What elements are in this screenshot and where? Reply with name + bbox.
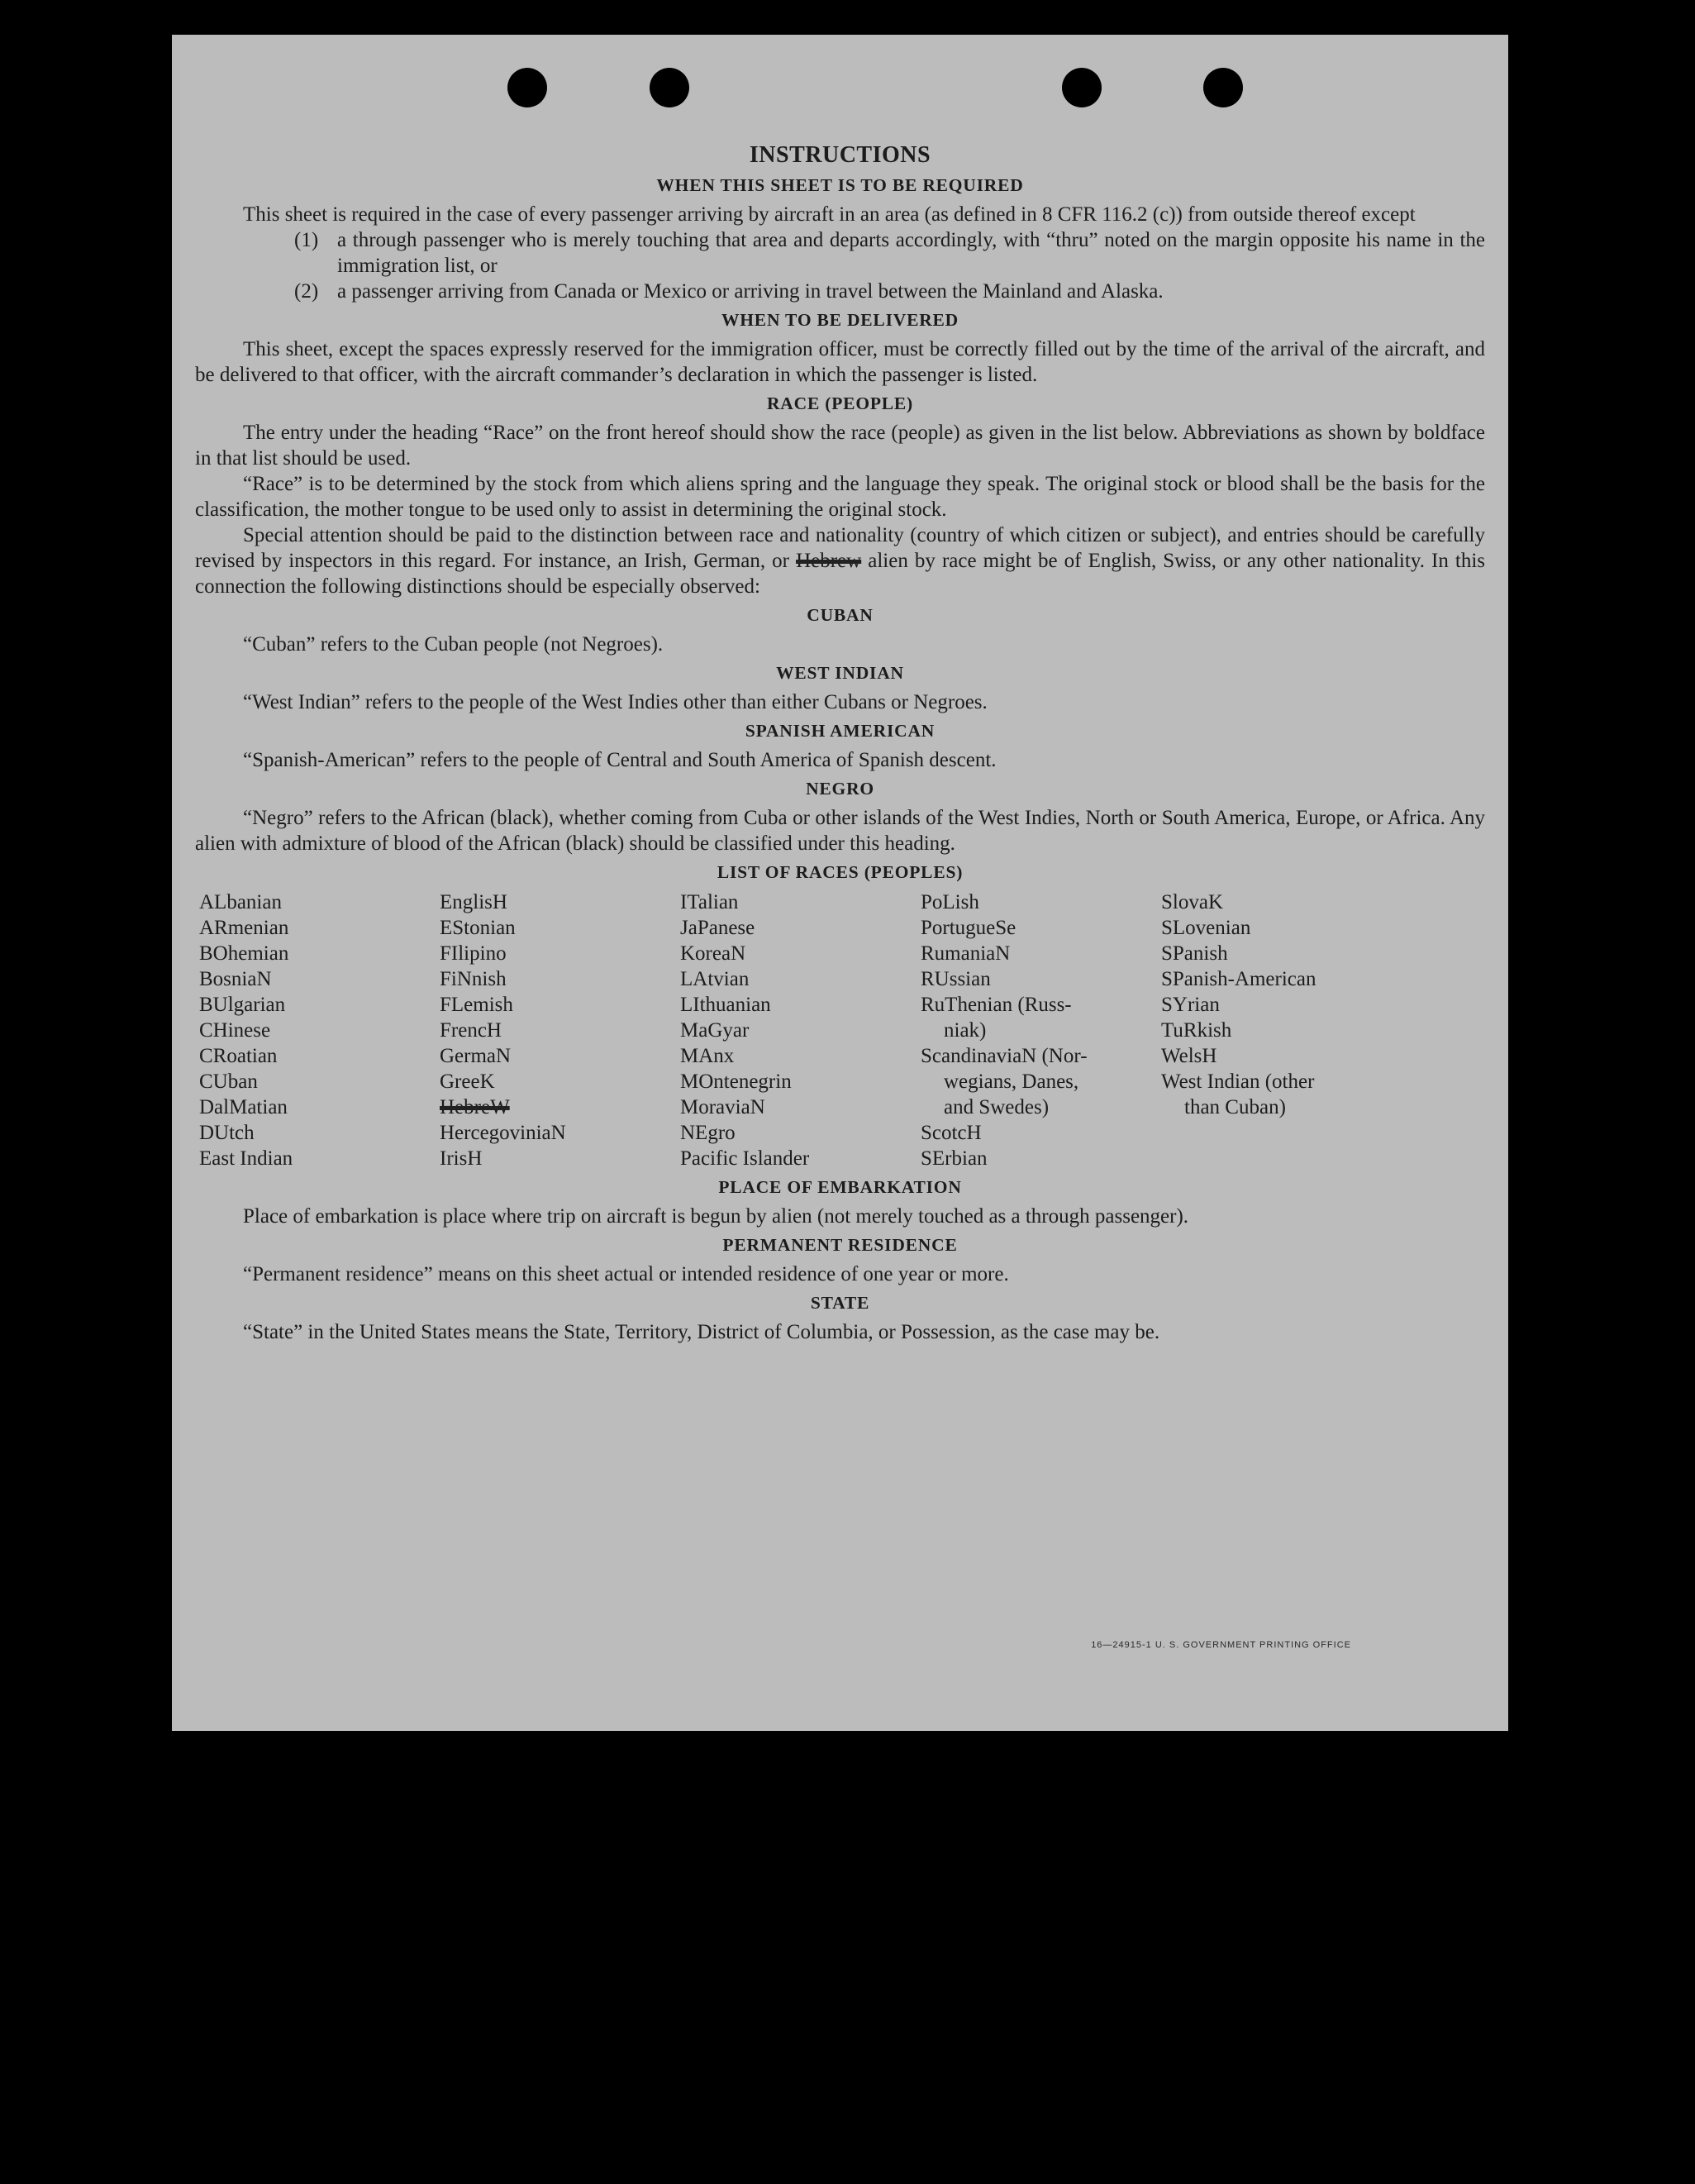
- race-entry: FIlipino: [440, 942, 507, 965]
- race-entry: HercegoviniaN: [440, 1122, 566, 1144]
- race-entry: East Indian: [199, 1147, 293, 1170]
- race-column-2: [440, 889, 680, 1171]
- race-entry: RumaniaN: [921, 942, 1011, 965]
- section-heading-west-indian: WEST INDIAN: [776, 663, 904, 683]
- negro-text: “Negro” refers to the African (black), whether coming from Cuba or other islands of the West Indies, North or South America, Europe, or Africa. Any alien with admixture of blood of the African (black) should be classified under this heading.: [195, 807, 1485, 855]
- exception-item: (2) a passenger arriving from Canada or Mexico or arriving in travel between the Mainland and Alaska.: [294, 280, 1164, 303]
- punch-hole: [1203, 68, 1243, 107]
- page-title: INSTRUCTIONS: [749, 142, 931, 168]
- race-entry: DalMatian: [199, 1096, 288, 1118]
- section-heading-cuban: CUBAN: [807, 605, 874, 625]
- race-entry: MOntenegrin: [680, 1071, 792, 1093]
- race-entry: and Swedes): [944, 1096, 1050, 1118]
- race-entry: BOhemian: [199, 942, 289, 965]
- race-entry: BosniaN: [199, 968, 272, 990]
- race-entry: West Indian (other: [1161, 1071, 1315, 1093]
- race-entry: PortugueSe: [921, 917, 1017, 939]
- race-entry: niak): [944, 1019, 987, 1042]
- race-list: [199, 889, 1485, 1171]
- race-entry: SYrian: [1161, 994, 1220, 1016]
- delivered-text: This sheet, except the spaces expressly reserved for the immigration officer, must be correctly filled out by the time of the arrival of the aircraft, and be delivered to that officer, with the aircraft commander’s declaration in which the passenger is listed.: [195, 338, 1485, 386]
- race-entry: wegians, Danes,: [944, 1071, 1079, 1093]
- race-column-4: [921, 889, 1161, 1171]
- race-entry: FrencH: [440, 1019, 502, 1042]
- race-entry: SlovaK: [1161, 891, 1223, 913]
- race-column-3: [680, 889, 921, 1171]
- section-heading-negro: NEGRO: [806, 779, 874, 799]
- embarkation-text: Place of embarkation is place where trip on aircraft is begun by alien (not merely touched as a through passenger).: [243, 1205, 1189, 1228]
- punch-hole: [507, 68, 547, 107]
- printer-imprint: 16—24915-1 U. S. GOVERNMENT PRINTING OFFICE: [1091, 1640, 1351, 1650]
- exception-item: (1) a through passenger who is merely touching that area and departs accordingly, with “thru” noted on the margin opposite his name in the immigration list, or: [294, 229, 1485, 277]
- race-paragraph-2: “Race” is to be determined by the stock from which aliens spring and the language they speak. The original stock or blood shall be the basis for the classification, the mother tongue to be used only to assist in determining the original stock.: [195, 473, 1485, 521]
- race-entry: MaGyar: [680, 1019, 750, 1042]
- race-entry: SErbian: [921, 1147, 988, 1170]
- race-entry: MAnx: [680, 1045, 735, 1067]
- race-entry: GermaN: [440, 1045, 512, 1067]
- race-entry: CRoatian: [199, 1045, 278, 1067]
- section-heading-embarkation: PLACE OF EMBARKATION: [718, 1177, 962, 1197]
- race-entry: LAtvian: [680, 968, 750, 990]
- race-entry: SLovenian: [1161, 917, 1251, 939]
- race-entry: ALbanian: [199, 891, 282, 913]
- race-entry: ScandinaviaN (Nor-: [921, 1045, 1088, 1067]
- cuban-text: “Cuban” refers to the Cuban people (not Negroes).: [243, 633, 664, 656]
- race-entry: ITalian: [680, 891, 739, 913]
- race-entry: WelsH: [1161, 1045, 1217, 1067]
- spanish-american-text: “Spanish-American” refers to the people of Central and South America of Spanish descent.: [243, 749, 997, 771]
- race-entry: EStonian: [440, 917, 516, 939]
- race-paragraph-3: Special attention should be paid to the distinction between race and nationality (country of which citizen or subject), and entries should be carefully revised by inspectors in this regard. For instance, an Irish, German, or Hebrew alien by race might be of English, Swiss, or any other nationality. In this connection the following distinctions should be especially observed:: [195, 524, 1486, 598]
- race-entry: Pacific Islander: [680, 1147, 810, 1170]
- race-entry: IrisH: [440, 1147, 483, 1170]
- race-entry: ARmenian: [199, 917, 289, 939]
- race-entry: BUlgarian: [199, 994, 286, 1016]
- section-heading-spanish-american: SPANISH AMERICAN: [745, 721, 936, 741]
- race-entry: DUtch: [199, 1122, 255, 1144]
- race-entry: RUssian: [921, 968, 991, 990]
- race-paragraph-1: The entry under the heading “Race” on the front hereof should show the race (people) as given in the list below. Abbreviations as shown by boldface in that list should be used.: [195, 422, 1485, 470]
- section-heading-race: RACE (PEOPLE): [766, 393, 914, 413]
- punch-hole: [650, 68, 689, 107]
- race-entry: GreeK: [440, 1071, 495, 1093]
- race-entry: EnglisH: [440, 891, 507, 913]
- race-column-1: [199, 889, 440, 1171]
- race-column-5: [1161, 889, 1402, 1171]
- required-intro: This sheet is required in the case of every passenger arriving by aircraft in an area (as defined in 8 CFR 116.2 (c)) from outside thereof except: [243, 203, 1416, 226]
- document-sheet: [172, 35, 1508, 1731]
- race-entry: ScotcH: [921, 1122, 982, 1144]
- instructions-body: [195, 142, 1485, 1345]
- section-heading-state: STATE: [810, 1293, 870, 1313]
- section-heading-residence: PERMANENT RESIDENCE: [722, 1235, 958, 1255]
- section-heading-delivered: WHEN TO BE DELIVERED: [721, 310, 959, 330]
- race-entry: than Cuban): [1184, 1096, 1286, 1118]
- race-entry: CUban: [199, 1071, 258, 1093]
- residence-text: “Permanent residence” means on this sheet actual or intended residence of one year or more.: [243, 1263, 1009, 1285]
- race-entry: FiNnish: [440, 968, 507, 990]
- race-entry: PoLish: [921, 891, 979, 913]
- west-indian-text: “West Indian” refers to the people of the West Indies other than either Cubans or Negroes.: [243, 691, 988, 713]
- race-entry: TuRkish: [1161, 1019, 1232, 1042]
- race-entry: SPanish-American: [1161, 968, 1316, 990]
- state-text: “State” in the United States means the State, Territory, District of Columbia, or Possession, as the case may be.: [243, 1321, 1160, 1343]
- section-heading-required: WHEN THIS SHEET IS TO BE REQUIRED: [656, 175, 1024, 195]
- section-heading-race-list: LIST OF RACES (PEOPLES): [717, 862, 964, 882]
- punch-hole: [1062, 68, 1102, 107]
- race-entry-struck: HebreW: [440, 1096, 510, 1118]
- race-entry: LIthuanian: [680, 994, 771, 1016]
- race-entry: MoraviaN: [680, 1096, 765, 1118]
- race-entry: JaPanese: [680, 917, 755, 939]
- race-entry: RuThenian (Russ-: [921, 994, 1072, 1016]
- race-entry: NEgro: [680, 1122, 736, 1144]
- race-entry: SPanish: [1161, 942, 1228, 965]
- race-entry: FLemish: [440, 994, 513, 1016]
- race-entry: KoreaN: [680, 942, 746, 965]
- struck-word: Hebrew: [796, 550, 862, 572]
- race-entry: CHinese: [199, 1019, 271, 1042]
